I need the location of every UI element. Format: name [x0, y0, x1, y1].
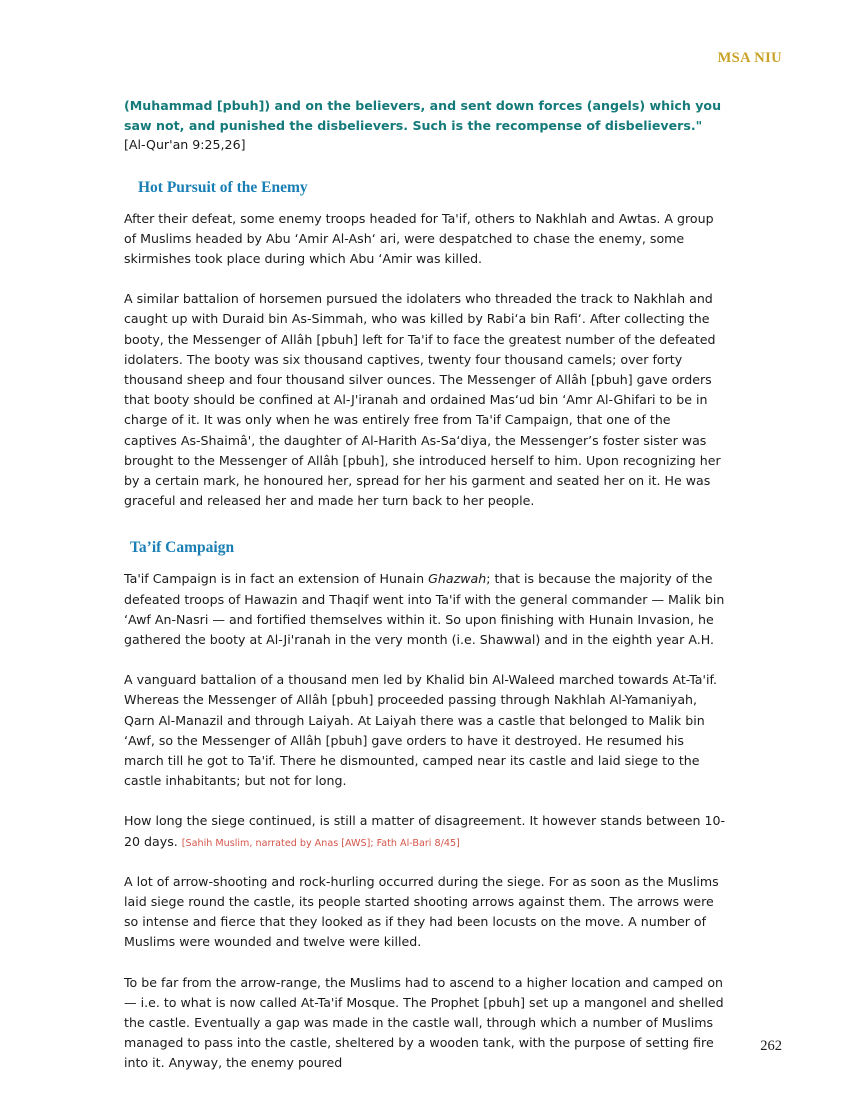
paragraph-taif-4: A lot of arrow-shooting and rock-hurling occurred during the siege. For as soon as the Muslims laid siege round the castle, its people started shooting arrows against them. The arrows were so intense and fierce that they looked as if they had been locusts on the move. A number of Muslims were wounded and twelve were killed.: [124, 873, 719, 950]
citation-note: [Sahih Muslim, narrated by Anas [AWS]; Fath Al-Bari 8/45]: [181, 837, 460, 849]
paragraph-taif-1-text: Ta'if Campaign is in fact an extension of Hunain Ghazwah; that is because the majority of the defeated troops of Hawazin and Thaqif went into Ta'if with the general commander — Malik bin ‘Awf An-Nasri — and fortified themselves within it. So upon finishing with Hunain Invasion, he gathered the booty at Al-Ji'ranah in the very month (i.e. Shawwal) and in the eighth year A.H.: [124, 571, 725, 647]
paragraph-taif-3-text: How long the siege continued, is still a matter of disagreement. It however stands between 10-20 days.: [124, 813, 726, 849]
quran-quote-reference: [Al-Qur'an 9:25,26]: [124, 137, 246, 152]
document-content: [124, 96, 726, 1074]
paragraph-hot-pursuit-2: A similar battalion of horsemen pursued the idolaters who threaded the track to Nakhlah and caught up with Duraid bin As-Simmah, who was killed by Rabi‘a bin Rafi‘. After collecting the booty, the Messenger of Allâh [pbuh] left for Ta'if to face the greatest number of the defeated idolaters. The booty was six thousand captives, twenty four thousand camels; over forty thousand sheep and four thousand silver ounces. The Messenger of Allâh [pbuh] gave orders that booty should be confined at Al-J'iranah and ordained Mas‘ud bin ‘Amr Al-Ghifari to be in charge of it. It was only when he was entirely free from Ta'if Campaign, that one of the captives As-Shaimâ', the daughter of Al-Harith As-Sa‘diya, the Messenger’s foster sister was brought to the Messenger of Allâh [pbuh], she introduced herself to him. Upon recognizing her by a certain mark, he honoured her, spread for her his garment and seated her on it. He was graceful and released her and made her turn back to her people.: [124, 291, 721, 509]
paragraph-taif-3: [124, 811, 726, 851]
section-heading-taif-campaign: Ta’if Campaign: [130, 539, 235, 557]
page-number: 262: [760, 1038, 782, 1054]
paragraph-taif-2: A vanguard battalion of a thousand men led by Khalid bin Al-Waleed marched towards At-Ta'if. Whereas the Messenger of Allâh [pbuh] proceeded passing through Nakhlah Al-Yamaniyah, Qarn Al-Manazil and through Laiyah. At Laiyah there was a castle that belonged to Malik bin ‘Awf, so the Messenger of Allâh [pbuh] gave orders to have it destroyed. He resumed his march till he got to Ta'if. There he dismounted, camped near its castle and laid siege to the castle inhabitants; but not for long.: [124, 672, 718, 789]
quran-quote-text: (Muhammad [pbuh]) and on the believers, and sent down forces (angels) which you saw not, and punished the disbelievers. Such is the recompense of disbelievers.": [124, 98, 722, 133]
section-heading-hot-pursuit: Hot Pursuit of the Enemy: [138, 178, 308, 196]
page-header-brand: MSA NIU: [717, 50, 782, 66]
paragraph-taif-5: To be far from the arrow-range, the Muslims had to ascend to a higher location and camped on — i.e. to what is now called At-Ta'if Mosque. The Prophet [pbuh] set up a mangonel and shelled the castle. Eventually a gap was made in the castle wall, through which a number of Muslims managed to pass into the castle, sheltered by a wooden tank, with the purpose of setting fire into it. Anyway, the enemy poured: [124, 974, 724, 1071]
paragraph-hot-pursuit-1: After their defeat, some enemy troops headed for Ta'if, others to Nakhlah and Awtas. A group of Muslims headed by Abu ‘Amir Al-Ash‘ ari, were despatched to chase the enemy, some skirmishes took place during which Abu ‘Amir was killed.: [124, 210, 714, 266]
quran-quote-lead: [124, 96, 726, 155]
paragraph-taif-1: [124, 569, 726, 650]
